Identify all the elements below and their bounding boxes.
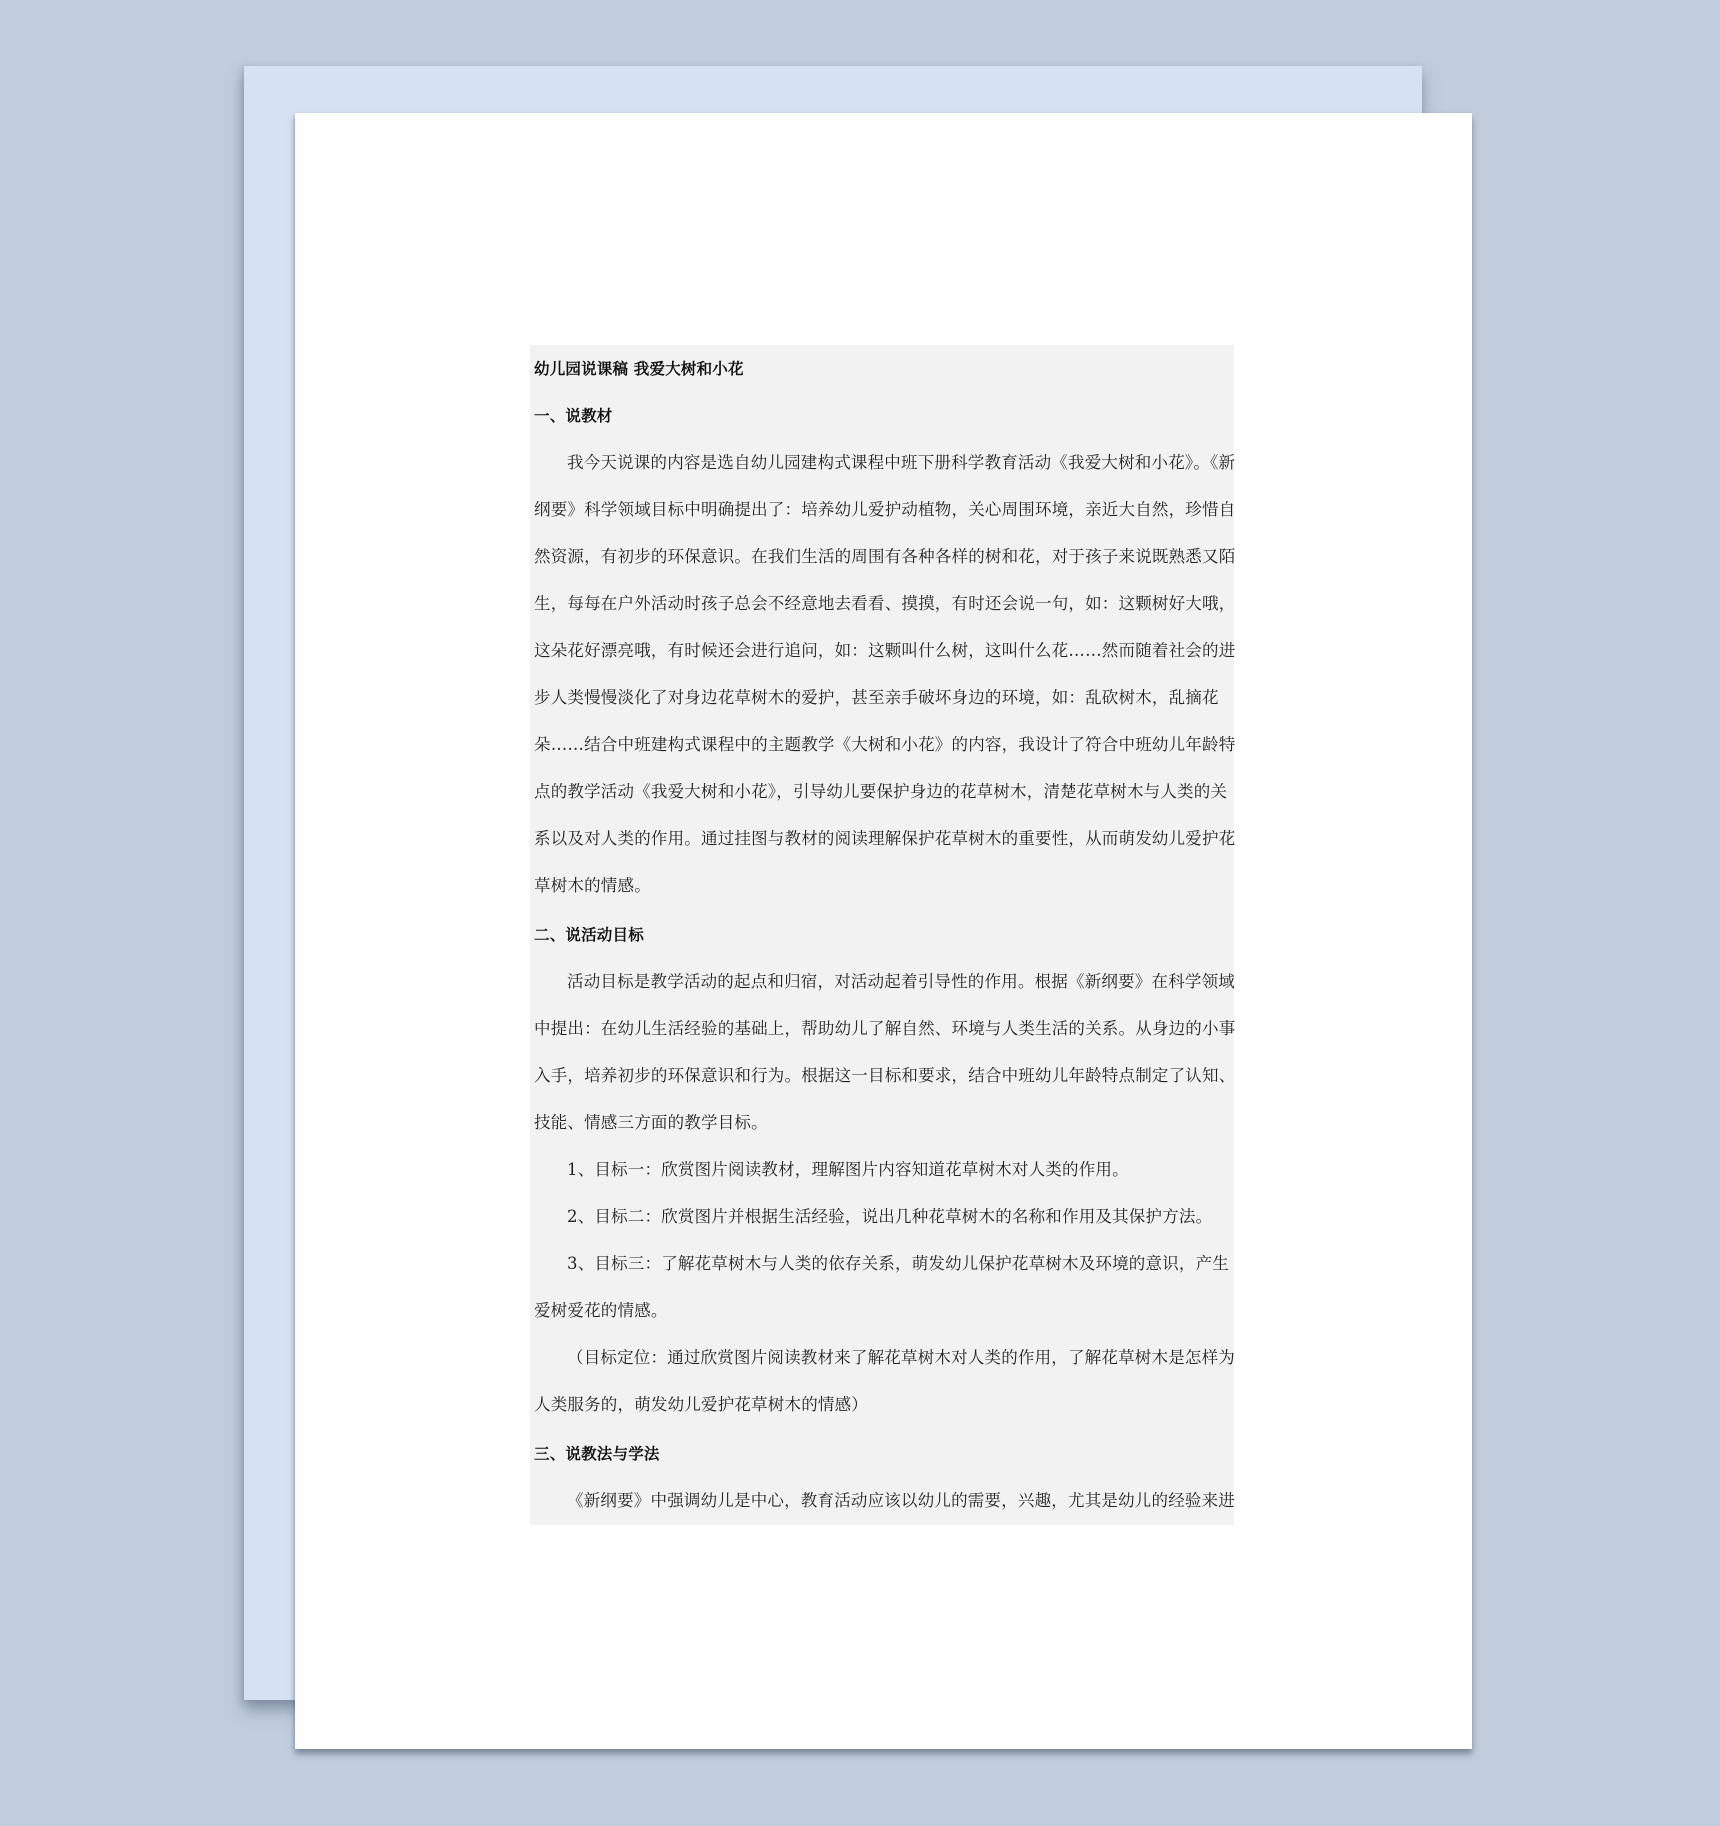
paragraph-line: 爱树爱花的情感。 (534, 1301, 668, 1320)
paragraph-line: 然资源，有初步的环保意识。在我们生活的周围有各种各样的树和花，对于孩子来说既熟悉又陌 (534, 547, 1236, 566)
paragraph-line: 活动目标是教学活动的起点和归宿，对活动起着引导性的作用。根据《新纲要》在科学领域 (567, 972, 1235, 991)
goal-item-1: 1、目标一：欣赏图片阅读教材，理解图片内容知道花草树木对人类的作用。 (567, 1160, 1129, 1179)
paragraph-line: 人类服务的，萌发幼儿爱护花草树木的情感） (534, 1395, 868, 1414)
paragraph-line: 点的教学活动《我爱大树和小花》，引导幼儿要保护身边的花草树木，清楚花草树木与人类的关 (534, 782, 1228, 801)
paragraph-line: 朵……结合中班建构式课程中的主题教学《大树和小花》的内容，我设计了符合中班幼儿年龄特 (534, 735, 1236, 754)
paragraph-line: 系以及对人类的作用。通过挂图与教材的阅读理解保护花草树木的重要性，从而萌发幼儿爱护花 (534, 829, 1236, 848)
section-heading-1: 一、说教材 (534, 407, 613, 425)
goal-positioning-note: （目标定位：通过欣赏图片阅读教材来了解花草树木对人类的作用，了解花草树木是怎样为 (567, 1348, 1235, 1367)
paragraph-line: 中提出：在幼儿生活经验的基础上，帮助幼儿了解自然、环境与人类生活的关系。从身边的小事 (534, 1019, 1236, 1038)
paragraph-line: 《新纲要》中强调幼儿是中心，教育活动应该以幼儿的需要，兴趣，尤其是幼儿的经验来进 (567, 1491, 1235, 1510)
document-title: 幼儿园说课稿 我爱大树和小花 (534, 360, 744, 378)
section-heading-2: 二、说活动目标 (534, 926, 644, 944)
paragraph-line: 步人类慢慢淡化了对身边花草树木的爱护，甚至亲手破坏身边的环境，如：乱砍树木，乱摘花 (534, 688, 1219, 707)
paragraph-line: 纲要》科学领域目标中明确提出了：培养幼儿爱护动植物，关心周围环境，亲近大自然，珍惜自 (534, 500, 1236, 519)
goal-item-3: 3、目标三：了解花草树木与人类的依存关系，萌发幼儿保护花草树木及环境的意识，产生 (567, 1254, 1229, 1273)
goal-item-2: 2、目标二：欣赏图片并根据生活经验，说出几种花草树木的名称和作用及其保护方法。 (567, 1207, 1213, 1226)
paragraph-line: 我今天说课的内容是选自幼儿园建构式课程中班下册科学教育活动《我爱大树和小花》。《新 (567, 453, 1236, 472)
paragraph-line: 生，每每在户外活动时孩子总会不经意地去看看、摸摸，有时还会说一句，如：这颗树好大哦， (534, 594, 1236, 613)
section-heading-3: 三、说教法与学法 (534, 1445, 660, 1463)
paragraph-line: 草树木的情感。 (534, 876, 651, 895)
paragraph-line: 技能、情感三方面的教学目标。 (534, 1113, 768, 1132)
paragraph-line: 这朵花好漂亮哦，有时候还会进行追问，如：这颗叫什么树，这叫什么花……然而随着社会的进 (534, 641, 1236, 660)
paragraph-line: 入手，培养初步的环保意识和行为。根据这一目标和要求，结合中班幼儿年龄特点制定了认知、 (534, 1066, 1236, 1085)
